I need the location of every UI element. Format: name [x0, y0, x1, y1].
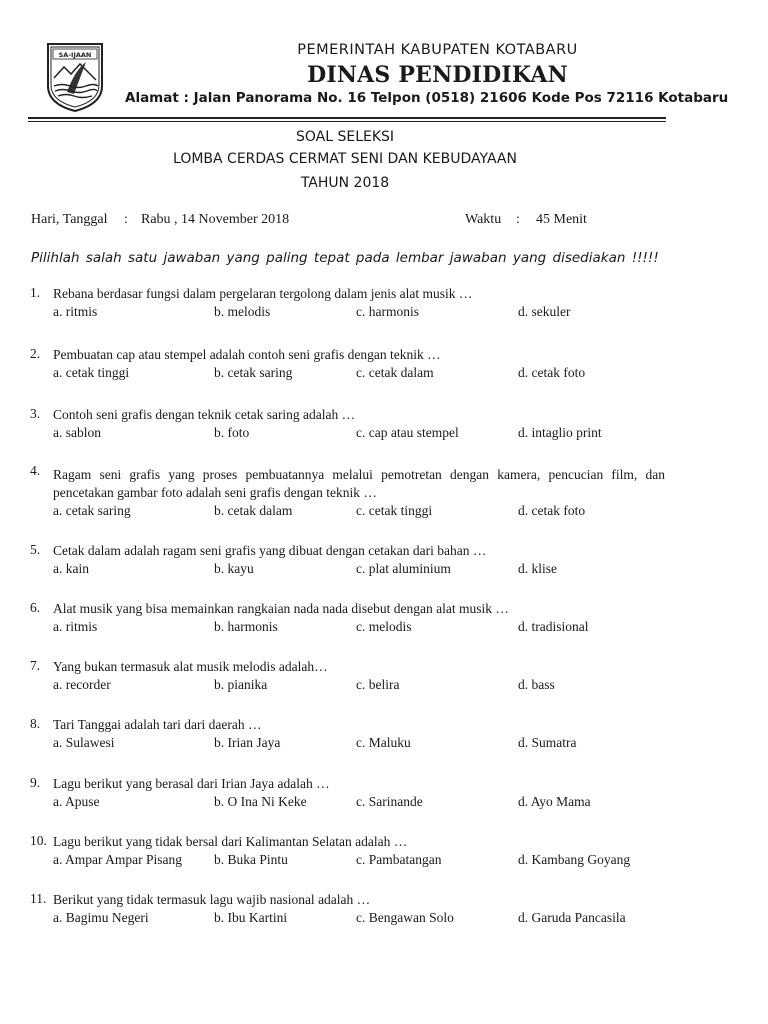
option-b: b. cetak dalam — [214, 503, 293, 518]
date-label: Hari, Tanggal — [31, 212, 108, 227]
option-d: d. klise — [518, 561, 557, 576]
question-text: Rebana berdasar fungsi dalam pergelaran tergolong dalam jenis alat musik … — [53, 286, 473, 301]
option-d: d. cetak foto — [518, 503, 586, 518]
option-b: b. melodis — [214, 304, 271, 319]
government-name: PEMERINTAH KABUPATEN KOTABARU — [297, 42, 578, 58]
question-text: Berikut yang tidak termasuk lagu wajib nasional adalah … — [53, 892, 371, 907]
question-number: 7. — [30, 658, 41, 673]
question-number: 5. — [30, 542, 41, 557]
option-d: d. intaglio print — [518, 425, 602, 440]
option-a: a. sablon — [53, 425, 101, 440]
option-c: c. cetak dalam — [356, 365, 434, 380]
exam-title: SOAL SELEKSI — [295, 129, 395, 145]
agency-address: Alamat : Jalan Panorama No. 16 Telpon (0518) 21606 Kode Pos 72116 Kotabaru — [125, 90, 729, 106]
option-c: c. harmonis — [356, 304, 419, 319]
date-value: Rabu , 14 November 2018 — [141, 212, 290, 227]
option-d: d. sekuler — [518, 304, 571, 319]
instructions: Pilihlah salah satu jawaban yang paling tepat pada lembar jawaban yang disediakan !!!!! — [31, 250, 659, 266]
question-text: Ragam seni grafis yang proses pembuatannya melalui pemotretan dengan kamera, pencucian film, dan pencetakan gambar foto adalah seni grafis dengan teknik … — [53, 467, 665, 500]
option-a: a. Bagimu Negeri — [53, 910, 149, 925]
option-a: a. recorder — [53, 677, 111, 692]
option-a: a. cetak tinggi — [53, 365, 130, 380]
question-number: 9. — [30, 775, 41, 790]
option-b: b. Irian Jaya — [214, 735, 281, 750]
letterhead-rule-thin — [28, 121, 666, 122]
question-text: Alat musik yang bisa memainkan rangkaian nada nada disebut dengan alat musik … — [53, 601, 509, 616]
question-number: 11. — [30, 891, 47, 906]
option-c: c. plat aluminium — [356, 561, 451, 576]
svg-text:SA-IJAAN: SA-IJAAN — [58, 51, 92, 59]
question-text: Pembuatan cap atau stempel adalah contoh seni grafis dengan teknik … — [53, 347, 441, 362]
question-text: Yang bukan termasuk alat musik melodis adalah… — [53, 659, 328, 674]
question-text: Lagu berikut yang berasal dari Irian Jaya adalah … — [53, 776, 330, 791]
option-c: c. cetak tinggi — [356, 503, 433, 518]
option-b: b. kayu — [214, 561, 254, 576]
agency-name: DINAS PENDIDIKAN — [307, 62, 568, 88]
option-c: c. Sarinande — [356, 794, 423, 809]
option-a: a. Ampar Ampar Pisang — [53, 852, 182, 867]
option-b: b. O Ina Ni Keke — [214, 794, 307, 809]
option-a: a. Apuse — [53, 794, 100, 809]
option-a: a. cetak saring — [53, 503, 131, 518]
exam-subtitle: LOMBA CERDAS CERMAT SENI DAN KEBUDAYAAN — [173, 151, 517, 167]
option-d: d. Sumatra — [518, 735, 577, 750]
regency-logo — [44, 40, 106, 114]
option-a: a. ritmis — [53, 619, 98, 634]
option-d: d. bass — [518, 677, 555, 692]
option-b: b. harmonis — [214, 619, 278, 634]
option-a: a. ritmis — [53, 304, 98, 319]
option-b: b. Ibu Kartini — [214, 910, 288, 925]
option-d: d. Ayo Mama — [518, 794, 591, 809]
option-a: a. Sulawesi — [53, 735, 115, 750]
question-text: Contoh seni grafis dengan teknik cetak saring adalah … — [53, 407, 356, 422]
option-d: d. tradisional — [518, 619, 589, 634]
question-number: 10. — [30, 833, 47, 848]
option-a: a. kain — [53, 561, 89, 576]
question-number: 2. — [30, 346, 41, 361]
exam-year: TAHUN 2018 — [300, 175, 390, 191]
question-text: Cetak dalam adalah ragam seni grafis yang dibuat dengan cetakan dari bahan … — [53, 543, 487, 558]
option-c: c. Bengawan Solo — [356, 910, 454, 925]
time-label: Waktu — [465, 212, 502, 227]
option-b: b. pianika — [214, 677, 268, 692]
question-text: Tari Tanggai adalah tari dari daerah … — [53, 717, 262, 732]
question-text: Lagu berikut yang tidak bersal dari Kalimantan Selatan adalah … — [53, 834, 408, 849]
time-value: 45 Menit — [536, 212, 587, 227]
option-c: c. Maluku — [356, 735, 411, 750]
option-d: d. Kambang Goyang — [518, 852, 631, 867]
option-b: b. Buka Pintu — [214, 852, 288, 867]
option-b: b. foto — [214, 425, 250, 440]
question-number: 8. — [30, 716, 41, 731]
option-c: c. belira — [356, 677, 400, 692]
time-separator: : — [516, 212, 520, 227]
option-c: c. cap atau stempel — [356, 425, 459, 440]
question-number: 3. — [30, 406, 41, 421]
question-number: 4. — [30, 463, 41, 478]
option-c: c. melodis — [356, 619, 412, 634]
option-d: d. Garuda Pancasila — [518, 910, 626, 925]
question-number: 1. — [30, 285, 41, 300]
letterhead-rule-thick — [28, 117, 666, 119]
option-c: c. Pambatangan — [356, 852, 442, 867]
option-b: b. cetak saring — [214, 365, 293, 380]
question-number: 6. — [30, 600, 41, 615]
option-d: d. cetak foto — [518, 365, 586, 380]
date-separator: : — [124, 212, 128, 227]
